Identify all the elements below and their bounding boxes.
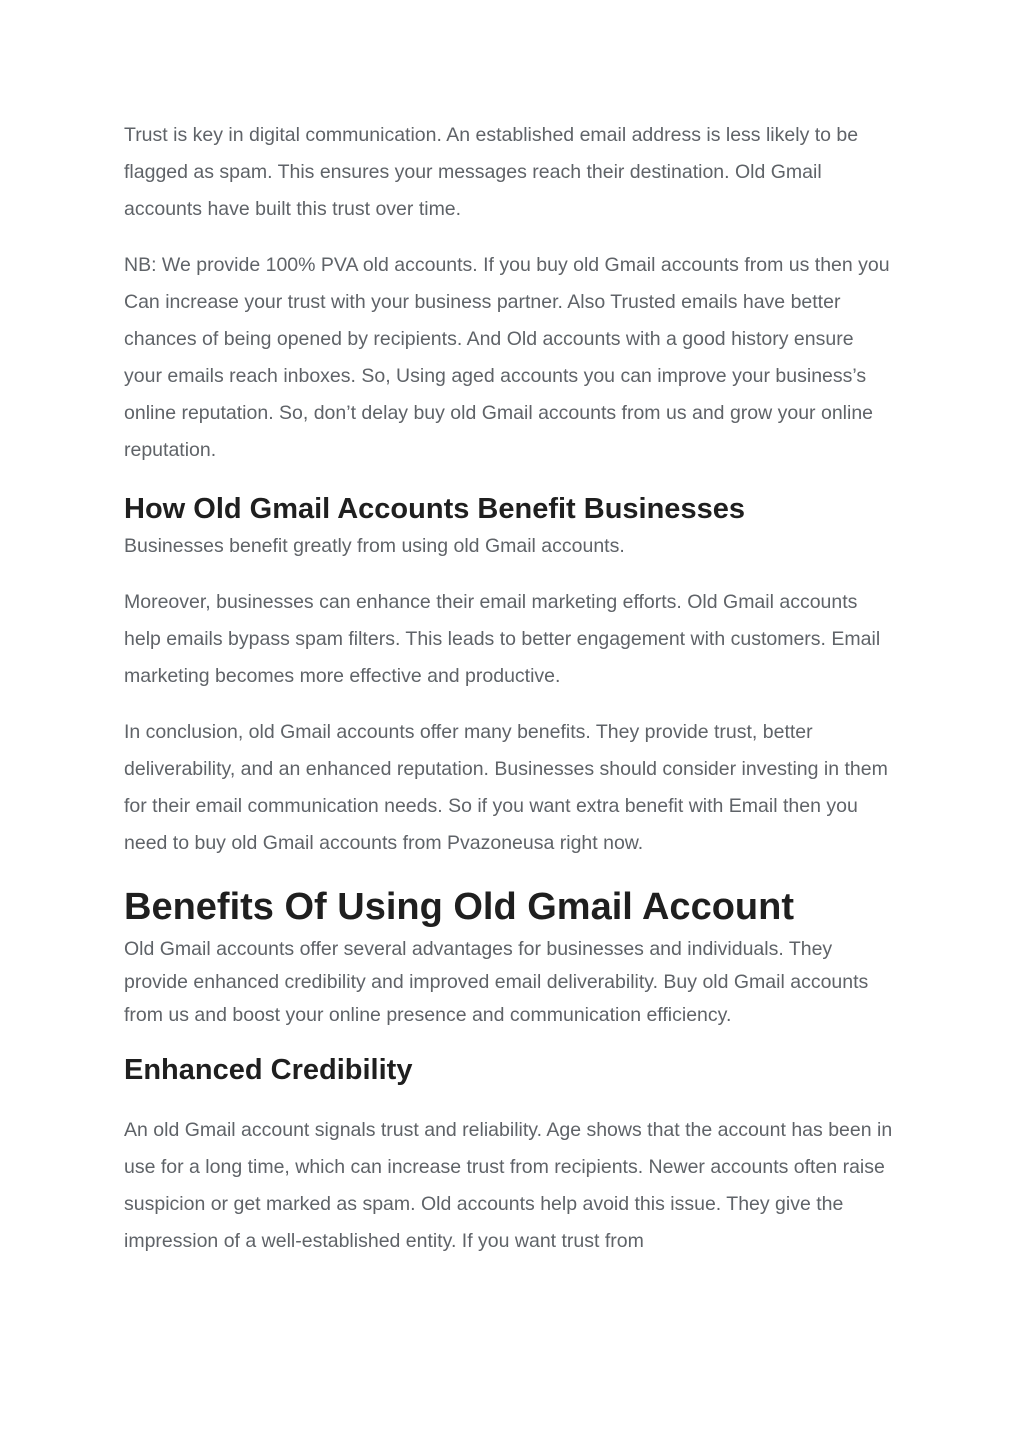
heading-enhanced-credibility: Enhanced Credibility: [124, 1054, 413, 1086]
paragraph-trust-intro: Trust is key in digital communication. An established email address is less likely to be flagged as spam. This ensures your messages reach their destination. Old Gmail accounts have built this trust over time.: [124, 124, 859, 220]
heading-benefit-businesses: How Old Gmail Accounts Benefit Businesses: [124, 493, 745, 525]
heading-benefits-using: Benefits Of Using Old Gmail Account: [124, 886, 794, 928]
paragraph-credibility: An old Gmail account signals trust and reliability. Age shows that the account has been in use for a long time, which can increase trust from recipients. Newer accounts often raise suspicion or get marked as spam. Old accounts help avoid this issue. They give the impression of a well-established entity. If you want trust from: [124, 1119, 893, 1252]
paragraph-nb-pva: NB: We provide 100% PVA old accounts. If you buy old Gmail accounts from us then you Can increase your trust with your business partner. Also Trusted emails have better chances of being opened by recipients. And Old accounts with a good history ensure your emails reach inboxes. So, Using aged accounts you can improve your business’s online reputation. So, don’t delay buy old Gmail accounts from us and grow your online reputation.: [124, 254, 890, 461]
paragraph-conclusion: In conclusion, old Gmail accounts offer many benefits. They provide trust, better deliverability, and an enhanced reputation. Businesses should consider investing in them for their email communication needs. So if you want extra benefit with Email then you need to buy old Gmail accounts from Pvazoneusa right now.: [124, 721, 888, 854]
paragraph-advantages: Old Gmail accounts offer several advantages for businesses and individuals. They provide enhanced credibility and improved email deliverability. Buy old Gmail accounts from us and boost your online presence and communication efficiency.: [124, 938, 869, 1026]
document-page: [124, 117, 894, 1260]
paragraph-email-marketing: Moreover, businesses can enhance their email marketing efforts. Old Gmail accounts help emails bypass spam filters. This leads to better engagement with customers. Email marketing becomes more effective and productive.: [124, 591, 881, 687]
paragraph-businesses-benefit: Businesses benefit greatly from using old Gmail accounts.: [124, 535, 625, 557]
